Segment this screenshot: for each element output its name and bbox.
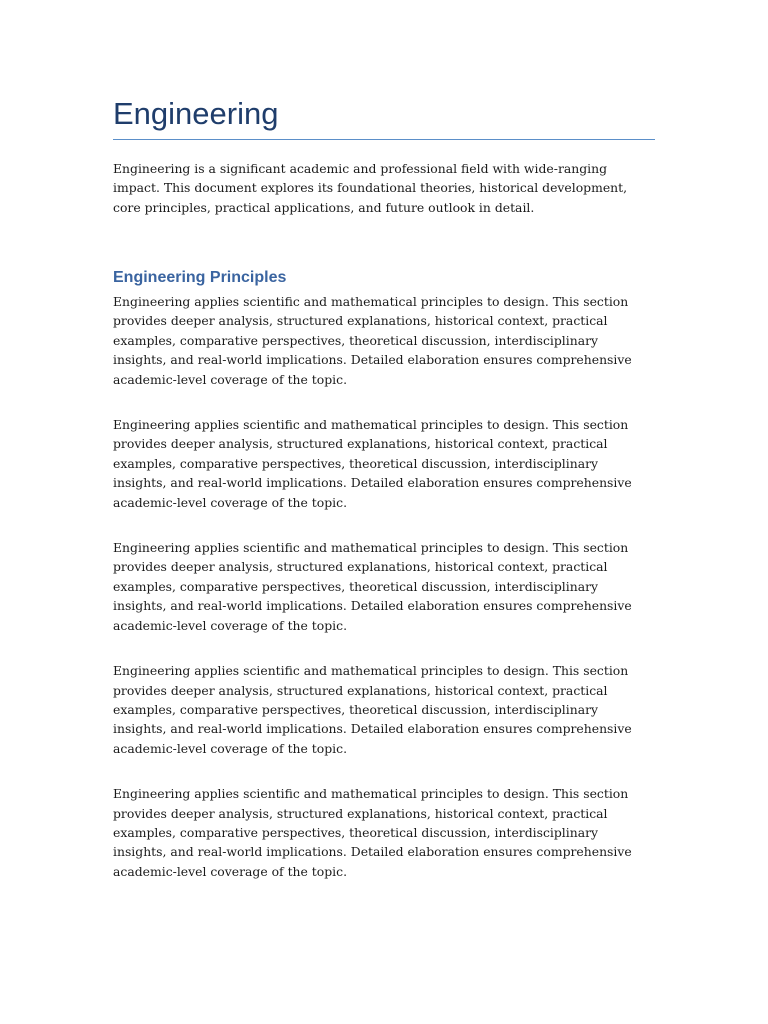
body-paragraph: Engineering applies scientific and mathematical principles to design. This section provides deeper analysis, structured explanations, historical context, practical examples, comparative perspectives, theoretical discussion, interdisciplinary insights, and real-world implications. Detailed elaboration ensures comprehensive academic-level coverage of the topic. bbox=[113, 540, 632, 633]
body-paragraph: Engineering applies scientific and mathematical principles to design. This section provides deeper analysis, structured explanations, historical context, practical examples, comparative perspectives, theoretical discussion, interdisciplinary insights, and real-world implications. Detailed elaboration ensures comprehensive academic-level coverage of the topic. bbox=[113, 417, 632, 510]
section-body bbox=[113, 292, 655, 907]
body-paragraph: Engineering applies scientific and mathematical principles to design. This section provides deeper analysis, structured explanations, historical context, practical examples, comparative perspectives, theoretical discussion, interdisciplinary insights, and real-world implications. Detailed elaboration ensures comprehensive academic-level coverage of the topic. bbox=[113, 663, 632, 756]
title-divider bbox=[113, 139, 655, 140]
body-paragraph: Engineering applies scientific and mathematical principles to design. This section provides deeper analysis, structured explanations, historical context, practical examples, comparative perspectives, theoretical discussion, interdisciplinary insights, and real-world implications. Detailed elaboration ensures comprehensive academic-level coverage of the topic. bbox=[113, 294, 632, 387]
section-heading: Engineering Principles bbox=[113, 269, 287, 286]
body-paragraph: Engineering applies scientific and mathematical principles to design. This section provides deeper analysis, structured explanations, historical context, practical examples, comparative perspectives, theoretical discussion, interdisciplinary insights, and real-world implications. Detailed elaboration ensures comprehensive academic-level coverage of the topic. bbox=[113, 786, 632, 879]
document-title: Engineering bbox=[113, 96, 279, 131]
intro-paragraph: Engineering is a significant academic and professional field with wide-ranging impact. This document explores its foundational theories, historical development, core principles, practical applications, and future outlook in detail. bbox=[113, 161, 628, 215]
